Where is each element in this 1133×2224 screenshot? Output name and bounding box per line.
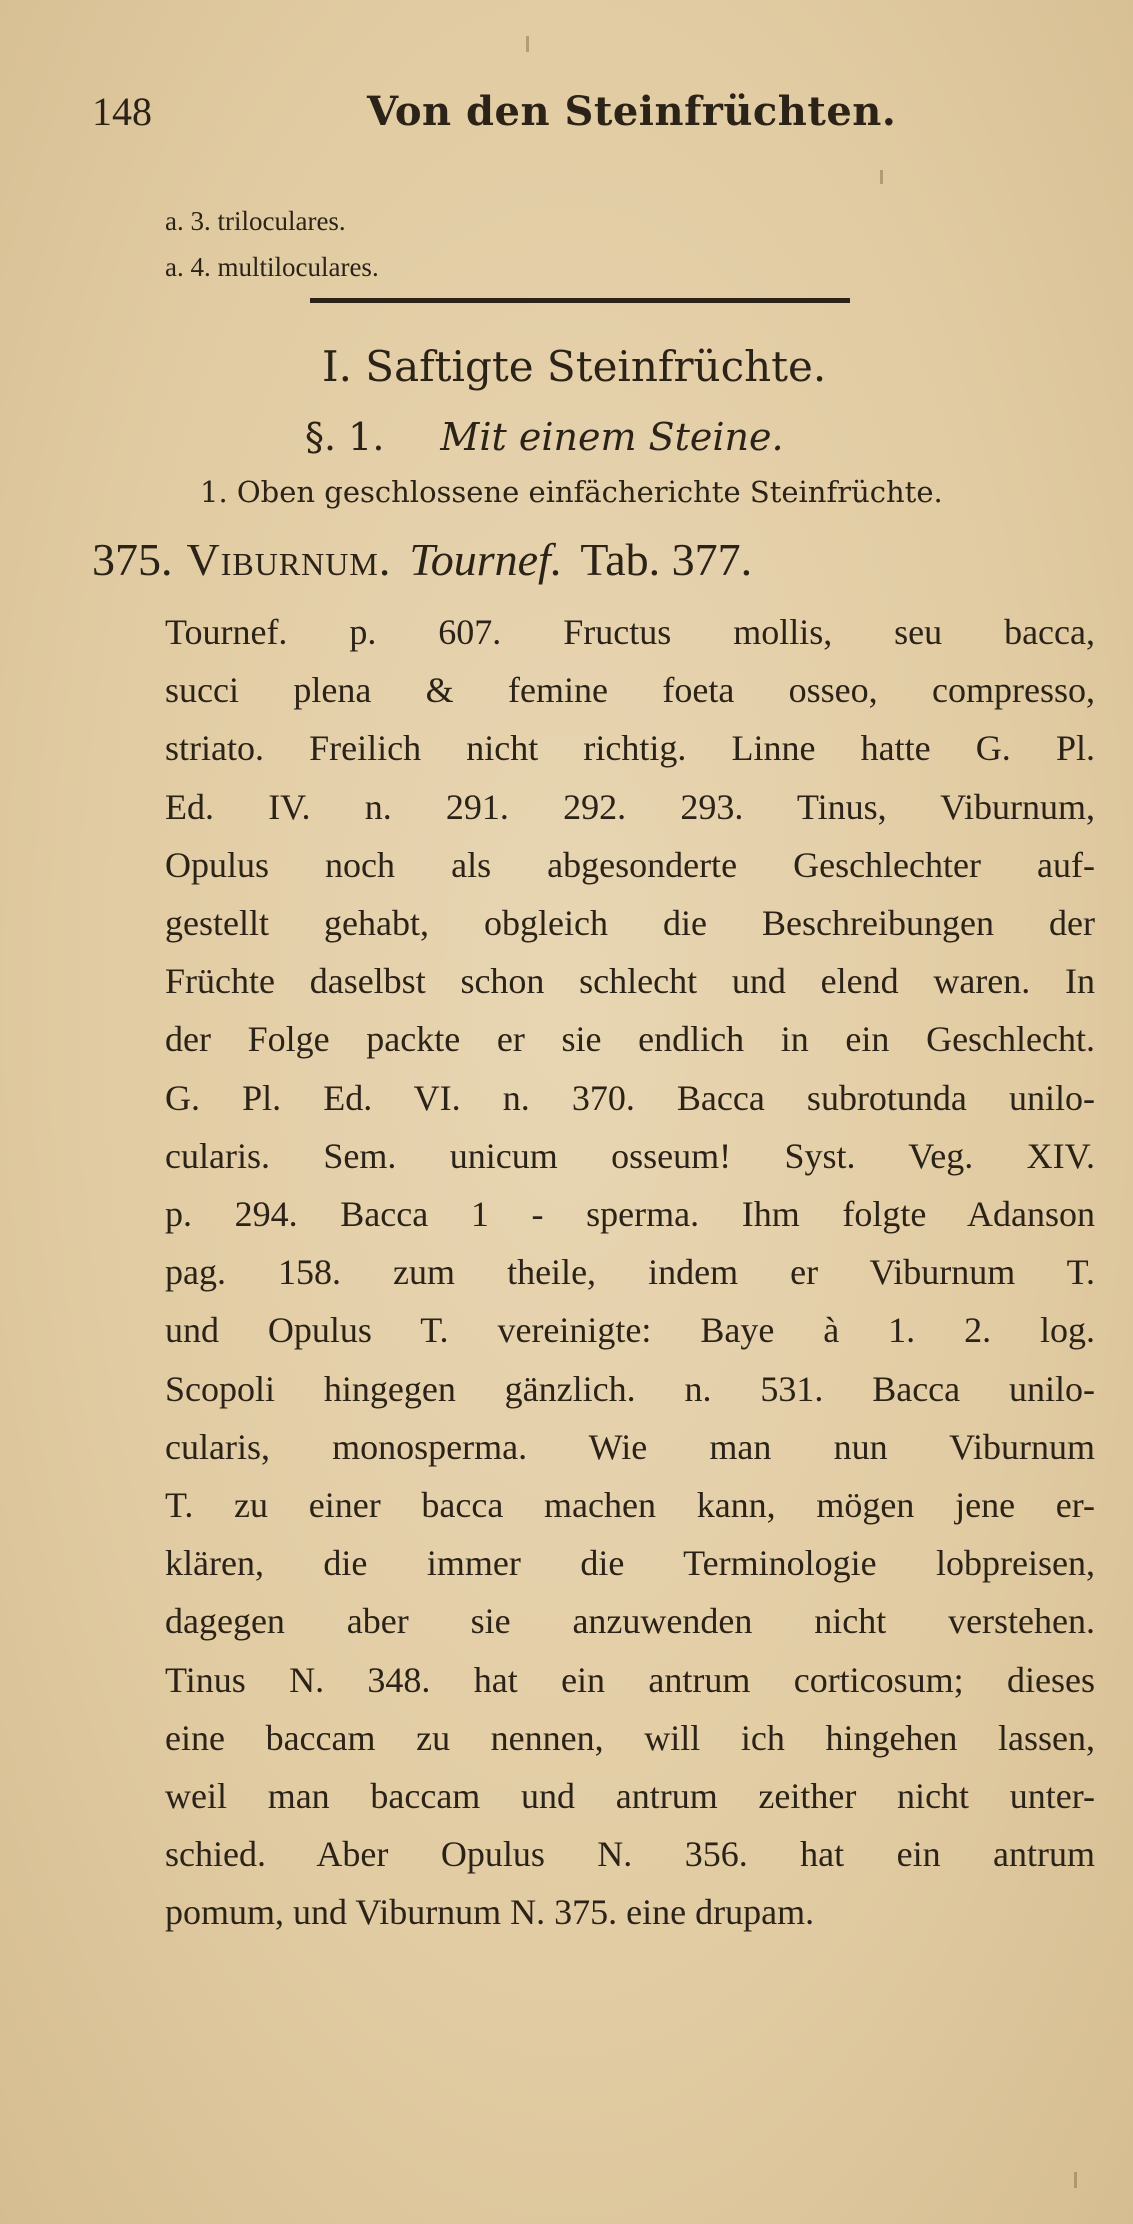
- entry-number: 375.: [92, 534, 173, 585]
- text-line: Scopoli hingegen gänzlich. n. 531. Bacca unilo-: [165, 1368, 1095, 1409]
- text-line: Tinus N. 348. hat ein antrum corticosum; dieses: [165, 1659, 1095, 1700]
- text-line: gestellt gehabt, obgleich die Beschreibungen der: [165, 903, 1095, 944]
- entry-author: Tournef.: [409, 534, 563, 585]
- page-number: 148: [92, 89, 152, 134]
- text-line: pag. 158. zum theile, indem er Viburnum T.: [165, 1252, 1095, 1293]
- sublist: [165, 198, 379, 290]
- text-line: eine baccam zu nennen, will ich hingehen lassen,: [165, 1717, 1095, 1758]
- running-head: Von den Steinfrüchten.: [367, 88, 897, 135]
- sublist-item: a. 3. triloculares.: [165, 206, 346, 236]
- entry-table: Tab. 377.: [580, 534, 753, 585]
- subsection-text: Mit einem Steine.: [440, 415, 784, 459]
- text-line: p. 294. Bacca 1 - sperma. Ihm folgte Adanson: [165, 1194, 1095, 1235]
- text-line: Ed. IV. n. 291. 292. 293. Tinus, Viburnum,: [165, 786, 1095, 827]
- paper-blemish: [526, 36, 529, 52]
- body-text: [165, 603, 1095, 1942]
- text-line: schied. Aber Opulus N. 356. hat ein antrum: [165, 1834, 1095, 1875]
- subheading: 1. Oben geschlossene einfächerichte Steinfrüchte.: [200, 475, 943, 509]
- text-line: cularis. Sem. unicum osseum! Syst. Veg. XIV.: [165, 1135, 1095, 1176]
- text-line: succi plena & femine foeta osseo, compresso,: [165, 670, 1095, 711]
- text-line: klären, die immer die Terminologie lobpreisen,: [165, 1543, 1095, 1584]
- page-header: [92, 88, 1042, 148]
- text-line: der Folge packte er sie endlich in ein Geschlecht.: [165, 1019, 1095, 1060]
- text-line: T. zu einer bacca machen kann, mögen jene er-: [165, 1485, 1095, 1526]
- text-line: pomum, und Viburnum N. 375. eine drupam.: [165, 1892, 815, 1933]
- text-line: striato. Freilich nicht richtig. Linne hatte G. Pl.: [165, 728, 1095, 769]
- entry-genus: Viburnum.: [186, 534, 392, 585]
- text-line: Opulus noch als abgesonderte Geschlechter auf-: [165, 844, 1095, 885]
- paragraph-mark: §. 1.: [305, 415, 385, 459]
- divider-rule: [310, 298, 850, 303]
- text-line: und Opulus T. vereinigte: Baye à 1. 2. log.: [165, 1310, 1095, 1351]
- text-line: Tournef. p. 607. Fructus mollis, seu bacca,: [165, 612, 1095, 652]
- paper-blemish: [1074, 2172, 1077, 2188]
- text-line: Früchte daselbst schon schlecht und elend waren. In: [165, 961, 1095, 1002]
- sublist-item: a. 4. multiloculares.: [165, 252, 379, 282]
- section-title: I. Saftigte Steinfrüchte.: [322, 342, 827, 391]
- subsection-heading: [305, 415, 784, 459]
- text-line: G. Pl. Ed. VI. n. 370. Bacca subrotunda unilo-: [165, 1077, 1095, 1118]
- text-line: cularis, monosperma. Wie man nun Viburnum: [165, 1426, 1095, 1467]
- text-line: dagegen aber sie anzuwenden nicht verstehen.: [165, 1601, 1095, 1642]
- paper-blemish: [880, 170, 883, 184]
- text-line: weil man baccam und antrum zeither nicht unter-: [165, 1776, 1095, 1817]
- entry-heading: [92, 533, 752, 586]
